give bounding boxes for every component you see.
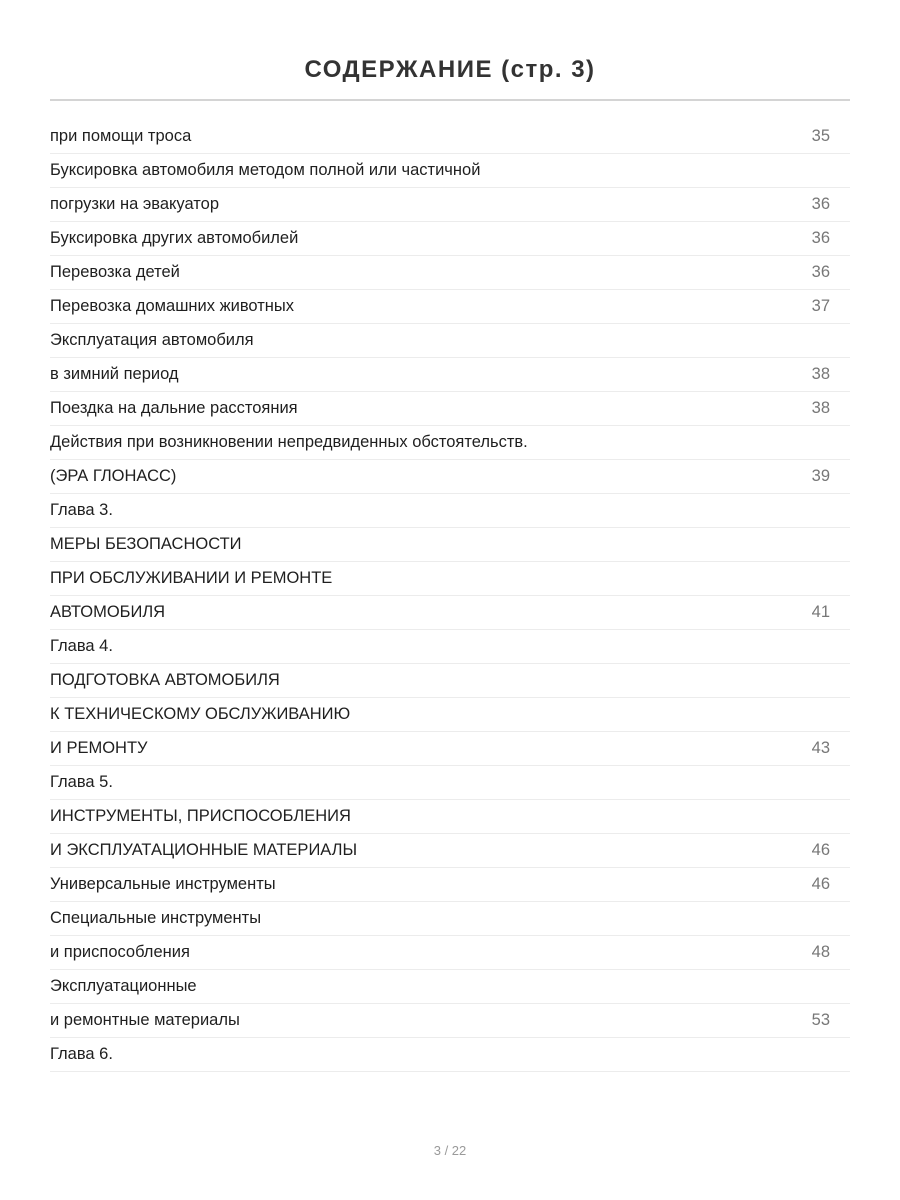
toc-entry[interactable] [50, 222, 850, 256]
toc-entry[interactable] [50, 392, 850, 426]
toc-entry-title: погрузки на эвакуатор [50, 195, 220, 213]
toc-entry-page-number: 43 [811, 739, 830, 757]
toc-entry[interactable] [50, 494, 850, 528]
toc-entry-title: Универсальные инструменты [50, 875, 276, 893]
toc-entry-title: И ЭКСПЛУАТАЦИОННЫЕ МАТЕРИАЛЫ [50, 841, 358, 859]
toc-entry-title: Перевозка домашних животных [50, 297, 295, 315]
toc-entry[interactable] [50, 426, 850, 460]
toc-entry[interactable] [50, 460, 850, 494]
toc-entry[interactable] [50, 1004, 850, 1038]
toc-entry[interactable] [50, 154, 850, 188]
toc-entry-page-number: 38 [811, 365, 830, 383]
toc-entry[interactable] [50, 290, 850, 324]
toc-entry-page-number: 39 [811, 467, 830, 485]
toc-entry-title: ПОДГОТОВКА АВТОМОБИЛЯ [50, 671, 280, 689]
toc-entry[interactable] [50, 528, 850, 562]
toc-entry-title: Глава 6. [50, 1045, 113, 1063]
toc-entry-title: при помощи троса [50, 127, 192, 145]
toc-entry[interactable] [50, 970, 850, 1004]
toc-entry-page-number: 48 [811, 943, 830, 961]
toc-entry-title: (ЭРА ГЛОНАСС) [50, 467, 177, 485]
toc-entry-title: в зимний период [50, 365, 179, 383]
toc-entry-title: Эксплуатация автомобиля [50, 331, 254, 349]
toc-entry-page-number: 36 [811, 263, 830, 281]
toc-entry[interactable] [50, 936, 850, 970]
toc-entry[interactable] [50, 902, 850, 936]
toc-entry-page-number: 36 [811, 195, 830, 213]
toc-entry-title: ИНСТРУМЕНТЫ, ПРИСПОСОБЛЕНИЯ [50, 807, 351, 825]
toc-entry-page-number: 38 [811, 399, 830, 417]
toc-entry-title: и ремонтные материалы [50, 1011, 240, 1029]
toc-entry[interactable] [50, 834, 850, 868]
toc-entry[interactable] [50, 732, 850, 766]
toc-entry-page-number: 46 [811, 875, 830, 893]
toc-entry-title: Эксплуатационные [50, 977, 197, 995]
toc-entry-page-number: 37 [811, 297, 830, 315]
toc-entry[interactable] [50, 188, 850, 222]
toc-entry-title: Глава 5. [50, 773, 113, 791]
toc-entry[interactable] [50, 120, 850, 154]
toc-entry[interactable] [50, 596, 850, 630]
toc-entry[interactable] [50, 256, 850, 290]
toc-entry-title: и приспособления [50, 943, 190, 961]
toc-entry-title: АВТОМОБИЛЯ [50, 603, 166, 621]
toc-entry-title: МЕРЫ БЕЗОПАСНОСТИ [50, 535, 242, 553]
toc-entry[interactable] [50, 358, 850, 392]
toc-entry-title: Глава 3. [50, 501, 113, 519]
toc-entry[interactable] [50, 324, 850, 358]
toc-entry-title: Перевозка детей [50, 263, 180, 281]
toc-entry-title: Действия при возникновении непредвиденных обстоятельств. [50, 433, 528, 451]
toc-entry[interactable] [50, 698, 850, 732]
toc-entry-title: К ТЕХНИЧЕСКОМУ ОБСЛУЖИВАНИЮ [50, 705, 351, 723]
toc-entry-title: Буксировка других автомобилей [50, 229, 299, 247]
toc-entry-page-number: 35 [811, 127, 830, 145]
toc-entry[interactable] [50, 766, 850, 800]
toc-entry-title: Поездка на дальние расстояния [50, 399, 298, 417]
toc-entry-title: И РЕМОНТУ [50, 739, 148, 757]
toc-entry[interactable] [50, 800, 850, 834]
toc-entry-title: Глава 4. [50, 637, 113, 655]
toc-entry-title: Специальные инструменты [50, 909, 262, 927]
toc-entry-title: ПРИ ОБСЛУЖИВАНИИ И РЕМОНТЕ [50, 569, 333, 587]
page-title: СОДЕРЖАНИЕ (стр. 3) [304, 56, 596, 84]
toc-entry-page-number: 36 [811, 229, 830, 247]
page-number: 3 / 22 [433, 1143, 467, 1158]
toc-entry[interactable] [50, 562, 850, 596]
toc-entry[interactable] [50, 1038, 850, 1072]
toc-entry[interactable] [50, 630, 850, 664]
toc-entry[interactable] [50, 868, 850, 902]
toc-entry-page-number: 46 [811, 841, 830, 859]
toc-entry-title: Буксировка автомобиля методом полной или частичной [50, 161, 481, 179]
toc-entry[interactable] [50, 664, 850, 698]
toc-entry-page-number: 53 [811, 1011, 830, 1029]
table-of-contents [50, 120, 850, 1072]
title-divider [50, 99, 850, 101]
toc-entry-page-number: 41 [811, 603, 830, 621]
